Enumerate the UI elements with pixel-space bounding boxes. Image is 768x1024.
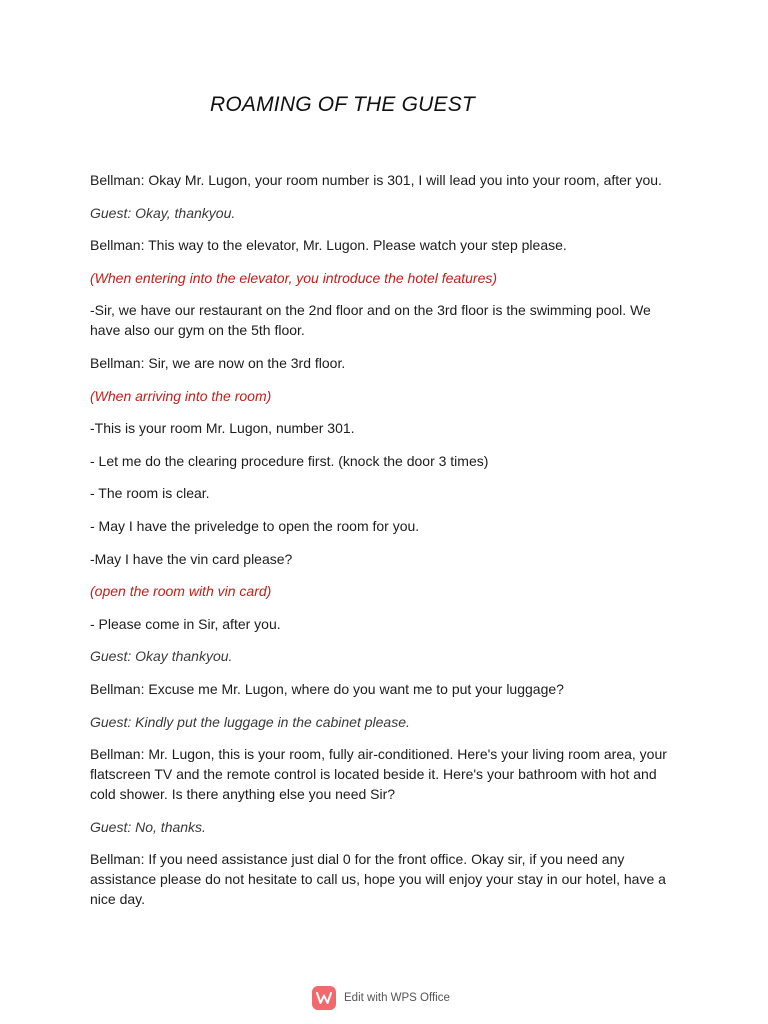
paragraph: - Please come in Sir, after you. xyxy=(90,615,281,632)
paragraph: -May I have the vin card please? xyxy=(90,550,293,567)
paragraph: (When arriving into the room) xyxy=(90,387,272,404)
paragraph: -Sir, we have our restaurant on the 2nd floor and on the 3rd floor is the swimming pool. We have also our gym on the 5th floor. xyxy=(90,302,651,339)
paragraph: Bellman: If you need assistance just dial 0 for the front office. Okay sir, if you need any assistance please do not hesitate to call us, hope you will enjoy your stay in our hotel, have a nice day. xyxy=(90,851,666,908)
wps-edit-label[interactable]: Edit with WPS Office xyxy=(344,992,450,1004)
paragraph: (open the room with vin card) xyxy=(90,583,272,600)
paragraph: Bellman: Mr. Lugon, this is your room, fully air-conditioned. Here's your living room area, your flatscreen TV and the remote control is located beside it. Here's your bathroom with hot and cold shower. Is there anything else you need Sir? xyxy=(90,746,667,803)
paragraph: - May I have the priveledge to open the room for you. xyxy=(90,517,420,534)
wps-office-logo-icon xyxy=(312,986,336,1010)
paragraph: - The room is clear. xyxy=(90,485,210,502)
paragraph: Bellman: This way to the elevator, Mr. Lugon. Please watch your step please. xyxy=(90,237,567,254)
wps-edit-link[interactable] xyxy=(312,986,450,1010)
paragraph: Guest: Okay thankyou. xyxy=(90,648,233,665)
paragraph: (When entering into the elevator, you introduce the hotel features) xyxy=(90,269,498,286)
paragraph: - Let me do the clearing procedure first. (knock the door 3 times) xyxy=(90,452,489,469)
document-body xyxy=(90,170,680,922)
paragraph: -This is your room Mr. Lugon, number 301. xyxy=(90,420,355,437)
document-title: ROAMING OF THE GUEST xyxy=(210,93,475,116)
paragraph: Guest: Kindly put the luggage in the cabinet please. xyxy=(90,713,410,730)
paragraph: Guest: No, thanks. xyxy=(90,818,206,835)
paragraph: Bellman: Okay Mr. Lugon, your room number is 301, I will lead you into your room, after you. xyxy=(90,172,662,188)
paragraph: Guest: Okay, thankyou. xyxy=(90,204,236,221)
paragraph: Bellman: Sir, we are now on the 3rd floor. xyxy=(90,354,346,371)
paragraph: Bellman: Excuse me Mr. Lugon, where do you want me to put your luggage? xyxy=(90,680,564,697)
